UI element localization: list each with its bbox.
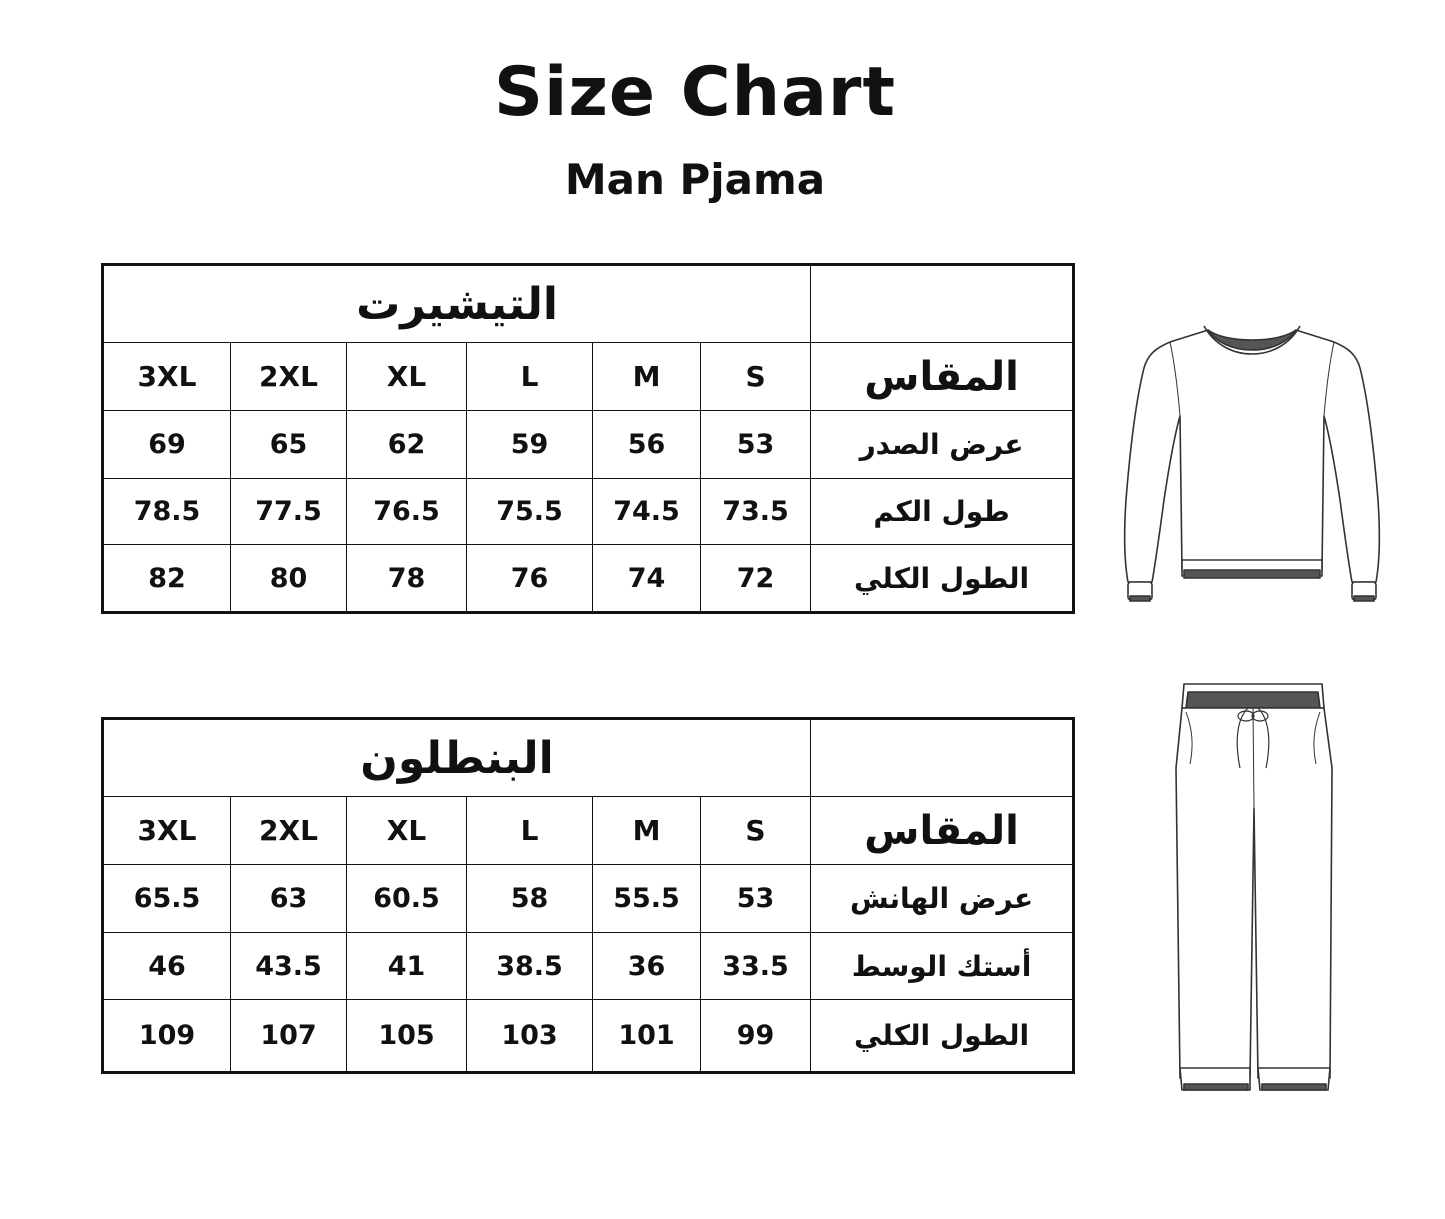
value-cell: 60.5 bbox=[347, 865, 467, 933]
size-header-3xl: 3XL bbox=[103, 797, 231, 865]
value-cell: 65.5 bbox=[103, 865, 231, 933]
value-cell: 101 bbox=[593, 1000, 701, 1073]
value-cell: 46 bbox=[103, 933, 231, 1000]
size-header-xl: XL bbox=[347, 797, 467, 865]
page-title: Size Chart bbox=[494, 53, 896, 132]
value-cell: 74 bbox=[593, 545, 701, 613]
measure-header: المقاس bbox=[811, 797, 1074, 865]
empty-corner-cell bbox=[811, 719, 1074, 797]
empty-corner-cell bbox=[811, 265, 1074, 343]
row-label: عرض الهانش bbox=[811, 865, 1074, 933]
value-cell: 33.5 bbox=[701, 933, 811, 1000]
value-cell: 82 bbox=[103, 545, 231, 613]
value-cell: 65 bbox=[231, 411, 347, 479]
shirt-heading: التيشيرت bbox=[103, 265, 811, 343]
value-cell: 74.5 bbox=[593, 479, 701, 545]
value-cell: 63 bbox=[231, 865, 347, 933]
value-cell: 73.5 bbox=[701, 479, 811, 545]
value-cell: 103 bbox=[467, 1000, 593, 1073]
value-cell: 77.5 bbox=[231, 479, 347, 545]
row-label: الطول الكلي bbox=[811, 545, 1074, 613]
value-cell: 99 bbox=[701, 1000, 811, 1073]
table-row bbox=[103, 865, 1074, 933]
size-header-s: S bbox=[701, 797, 811, 865]
shirt-size-table bbox=[101, 263, 1075, 614]
table-row bbox=[103, 411, 1074, 479]
value-cell: 55.5 bbox=[593, 865, 701, 933]
value-cell: 76 bbox=[467, 545, 593, 613]
table-row bbox=[103, 545, 1074, 613]
page-subtitle: Man Pjama bbox=[564, 155, 826, 204]
size-header-l: L bbox=[467, 797, 593, 865]
size-header-s: S bbox=[701, 343, 811, 411]
pants-heading: البنطلون bbox=[103, 719, 811, 797]
value-cell: 38.5 bbox=[467, 933, 593, 1000]
trousers-icon bbox=[1168, 678, 1338, 1098]
sweatshirt-icon bbox=[1112, 320, 1392, 610]
table-row bbox=[103, 479, 1074, 545]
table-row bbox=[103, 933, 1074, 1000]
row-label: الطول الكلي bbox=[811, 1000, 1074, 1073]
value-cell: 58 bbox=[467, 865, 593, 933]
size-header-3xl: 3XL bbox=[103, 343, 231, 411]
value-cell: 43.5 bbox=[231, 933, 347, 1000]
size-header-2xl: 2XL bbox=[231, 343, 347, 411]
value-cell: 41 bbox=[347, 933, 467, 1000]
value-cell: 107 bbox=[231, 1000, 347, 1073]
size-header-2xl: 2XL bbox=[231, 797, 347, 865]
value-cell: 53 bbox=[701, 865, 811, 933]
value-cell: 69 bbox=[103, 411, 231, 479]
value-cell: 75.5 bbox=[467, 479, 593, 545]
value-cell: 105 bbox=[347, 1000, 467, 1073]
value-cell: 78.5 bbox=[103, 479, 231, 545]
value-cell: 59 bbox=[467, 411, 593, 479]
value-cell: 56 bbox=[593, 411, 701, 479]
value-cell: 80 bbox=[231, 545, 347, 613]
measure-header: المقاس bbox=[811, 343, 1074, 411]
value-cell: 78 bbox=[347, 545, 467, 613]
value-cell: 53 bbox=[701, 411, 811, 479]
size-header-m: M bbox=[593, 797, 701, 865]
value-cell: 76.5 bbox=[347, 479, 467, 545]
size-header-l: L bbox=[467, 343, 593, 411]
row-label: طول الكم bbox=[811, 479, 1074, 545]
value-cell: 36 bbox=[593, 933, 701, 1000]
row-label: أستك الوسط bbox=[811, 933, 1074, 1000]
value-cell: 62 bbox=[347, 411, 467, 479]
table-row bbox=[103, 1000, 1074, 1073]
row-label: عرض الصدر bbox=[811, 411, 1074, 479]
size-header-xl: XL bbox=[347, 343, 467, 411]
value-cell: 72 bbox=[701, 545, 811, 613]
value-cell: 109 bbox=[103, 1000, 231, 1073]
pants-size-table bbox=[101, 717, 1075, 1074]
size-header-m: M bbox=[593, 343, 701, 411]
